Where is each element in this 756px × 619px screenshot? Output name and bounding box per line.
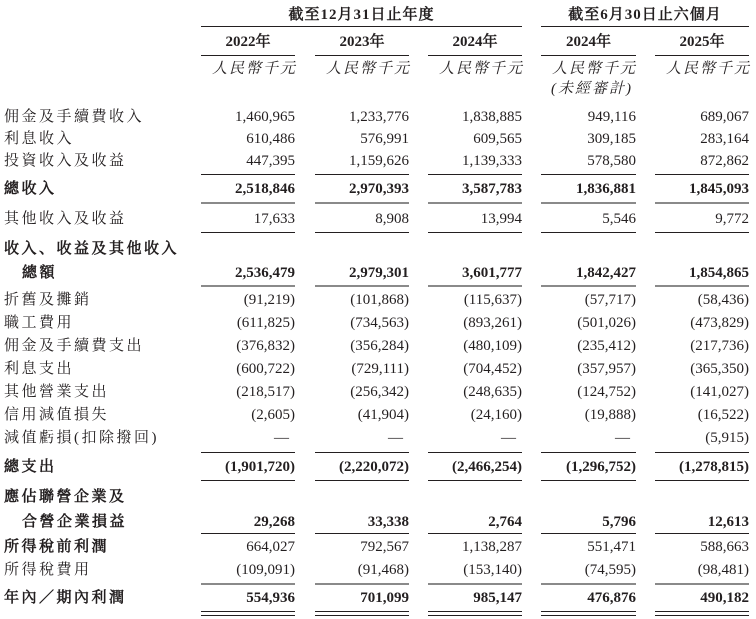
row-label: 其他營業支出 — [4, 384, 110, 400]
column-unit: 人民幣千元 — [211, 61, 297, 77]
cell-value: 3,601,777 — [462, 265, 522, 281]
cell-value: (248,635) — [463, 384, 522, 400]
divider — [655, 452, 749, 453]
row-label-continued: 總額 — [22, 265, 58, 281]
divider — [541, 533, 636, 534]
column-unit: 人民幣千元 — [665, 61, 751, 77]
divider — [315, 583, 409, 585]
cell-value: 309,185 — [587, 131, 636, 147]
column-header-underline — [428, 55, 522, 56]
cell-value: (256,342) — [350, 384, 409, 400]
cell-value: (729,111) — [351, 361, 409, 377]
cell-value: (480,109) — [463, 338, 522, 354]
cell-value: (115,637) — [463, 292, 522, 308]
cell-value: 33,338 — [367, 514, 409, 530]
divider — [541, 452, 636, 453]
cell-value: 5,546 — [602, 211, 636, 227]
column-unit: 人民幣千元 — [438, 61, 524, 77]
divider — [541, 285, 636, 287]
cell-value: (217,736) — [690, 338, 749, 354]
group-header-underline — [201, 26, 522, 27]
cell-value: (2,605) — [251, 407, 295, 423]
cell-value: 2,764 — [488, 514, 522, 530]
cell-value: 2,979,301 — [349, 265, 409, 281]
cell-value: (16,522) — [697, 407, 749, 423]
table-row-total-income-label-line1 — [0, 238, 756, 260]
cell-value: — — [501, 430, 516, 446]
divider — [541, 583, 636, 585]
cell-value: (1,278,815) — [679, 459, 749, 475]
cell-value: (893,261) — [463, 315, 522, 331]
row-label: 減值虧損(扣除撥回) — [4, 430, 159, 446]
group-header-six-months: 截至6月30日止六個月 — [568, 7, 722, 23]
cell-value: (218,517) — [236, 384, 295, 400]
divider — [541, 202, 636, 204]
column-header-year: 2024年 — [565, 34, 611, 50]
column-header-year: 2023年 — [339, 34, 385, 50]
divider — [655, 480, 749, 481]
divider — [201, 202, 295, 204]
cell-value: (473,829) — [690, 315, 749, 331]
cell-value: (2,220,072) — [339, 459, 409, 475]
divider — [428, 533, 522, 534]
cell-value: (98,481) — [697, 562, 749, 578]
row-label: 投資收入及收益 — [4, 153, 127, 169]
cell-value: 576,991 — [360, 131, 409, 147]
cell-value: 12,613 — [707, 514, 749, 530]
cell-value: (600,722) — [236, 361, 295, 377]
divider — [541, 174, 636, 175]
cell-value: (153,140) — [463, 562, 522, 578]
column-unit: 人民幣千元 — [551, 61, 637, 77]
column-header-underline — [655, 55, 749, 56]
double-underline — [201, 611, 295, 616]
table-row-other-income — [0, 208, 756, 230]
cell-value: 5,796 — [602, 514, 636, 530]
cell-value: 1,139,333 — [462, 153, 522, 169]
cell-value: 476,876 — [587, 590, 636, 606]
divider — [655, 583, 749, 585]
cell-value: (365,350) — [690, 361, 749, 377]
group-header-year-ended: 截至12月31日止年度 — [288, 7, 435, 23]
row-label: 其他收入及收益 — [4, 211, 127, 227]
divider — [655, 533, 749, 534]
cell-value: 664,027 — [246, 539, 295, 555]
cell-value: (109,091) — [236, 562, 295, 578]
row-label: 佣金及手續費支出 — [4, 338, 145, 354]
table-row-share-of-associates — [0, 511, 756, 533]
divider — [428, 452, 522, 453]
table-row-depreciation — [0, 289, 756, 311]
cell-value: 1,836,881 — [576, 181, 636, 197]
cell-value: (501,026) — [577, 315, 636, 331]
cell-value: (235,412) — [577, 338, 636, 354]
divider — [428, 285, 522, 287]
divider — [201, 174, 295, 175]
cell-value: (611,825) — [236, 315, 295, 331]
cell-value: (357,957) — [577, 361, 636, 377]
divider — [428, 583, 522, 585]
row-label: 所得稅前利潤 — [4, 539, 110, 555]
divider — [655, 202, 749, 204]
divider — [201, 232, 295, 233]
cell-value: — — [615, 430, 630, 446]
column-header-year: 2024年 — [452, 34, 498, 50]
cell-value: (2,466,254) — [452, 459, 522, 475]
cell-value: 17,633 — [253, 211, 295, 227]
cell-value: 1,854,865 — [689, 265, 749, 281]
row-label: 應佔聯營企業及 — [4, 489, 127, 505]
cell-value: 551,471 — [587, 539, 636, 555]
cell-value: 578,580 — [587, 153, 636, 169]
row-label: 利息支出 — [4, 361, 75, 377]
cell-value: 1,838,885 — [462, 109, 522, 125]
divider — [201, 452, 295, 453]
divider — [541, 232, 636, 233]
table-row-interest-income — [0, 128, 756, 150]
row-label: 職工費用 — [4, 315, 75, 331]
cell-value: 701,099 — [360, 590, 409, 606]
cell-value: — — [274, 430, 289, 446]
cell-value: 13,994 — [480, 211, 522, 227]
divider — [201, 480, 295, 481]
cell-value: 1,159,626 — [349, 153, 409, 169]
cell-value: (41,904) — [357, 407, 409, 423]
divider — [315, 480, 409, 481]
cell-value: 2,970,393 — [349, 181, 409, 197]
cell-value: — — [388, 430, 403, 446]
table-row-commission-expense — [0, 335, 756, 357]
cell-value: 792,567 — [360, 539, 409, 555]
double-underline — [428, 611, 522, 616]
cell-value: 9,772 — [715, 211, 749, 227]
divider — [315, 174, 409, 175]
cell-value: 554,936 — [246, 590, 295, 606]
cell-value: (24,160) — [470, 407, 522, 423]
cell-value: 29,268 — [253, 514, 295, 530]
table-row-total-income — [0, 262, 756, 284]
double-underline — [541, 611, 636, 616]
cell-value: 1,845,093 — [689, 181, 749, 197]
column-header-year: 2025年 — [679, 34, 725, 50]
cell-value: 1,460,965 — [235, 109, 295, 125]
divider — [315, 533, 409, 534]
cell-value: 609,565 — [473, 131, 522, 147]
table-row-investment-income — [0, 150, 756, 172]
cell-value: 283,164 — [700, 131, 749, 147]
double-underline — [655, 611, 749, 616]
divider — [655, 232, 749, 233]
cell-value: 985,147 — [473, 590, 522, 606]
divider — [201, 285, 295, 287]
divider — [315, 232, 409, 233]
column-unaudited-note: (未經審計) — [551, 81, 633, 97]
cell-value: 447,395 — [246, 153, 295, 169]
row-label: 佣金及手續費收入 — [4, 109, 145, 125]
cell-value: 949,116 — [587, 109, 636, 125]
cell-value: (57,717) — [584, 292, 636, 308]
divider — [428, 174, 522, 175]
row-label: 收入、收益及其他收入 — [4, 241, 180, 257]
table-row-interest-expense — [0, 358, 756, 380]
table-row-profit-before-tax — [0, 536, 756, 558]
divider — [315, 452, 409, 453]
cell-value: 8,908 — [375, 211, 409, 227]
group-header-underline — [541, 26, 749, 27]
table-row-credit-impairment — [0, 404, 756, 426]
divider — [428, 232, 522, 233]
cell-value: 3,587,783 — [462, 181, 522, 197]
row-label: 利息收入 — [4, 131, 75, 147]
cell-value: 588,663 — [700, 539, 749, 555]
column-header-underline — [201, 55, 295, 56]
row-label: 信用減值損失 — [4, 407, 110, 423]
cell-value: 490,182 — [700, 590, 749, 606]
divider — [428, 480, 522, 481]
table-row-income-tax — [0, 559, 756, 581]
cell-value: 1,138,287 — [462, 539, 522, 555]
divider — [541, 480, 636, 481]
column-header-underline — [315, 55, 409, 56]
cell-value: (101,868) — [350, 292, 409, 308]
cell-value: (91,468) — [357, 562, 409, 578]
cell-value: 872,862 — [700, 153, 749, 169]
column-unit: 人民幣千元 — [325, 61, 411, 77]
table-row-staff-costs — [0, 312, 756, 334]
divider — [201, 533, 295, 534]
divider — [428, 202, 522, 204]
double-underline — [315, 611, 409, 616]
row-label: 總支出 — [4, 459, 57, 475]
row-label: 折舊及攤銷 — [4, 292, 92, 308]
column-header-year: 2022年 — [225, 34, 271, 50]
divider — [315, 202, 409, 204]
table-row-impairment-loss — [0, 427, 756, 449]
cell-value: (356,284) — [350, 338, 409, 354]
table-row-share-of-associates-label-line1 — [0, 486, 756, 508]
divider — [655, 285, 749, 287]
cell-value: 1,842,427 — [576, 265, 636, 281]
table-row-other-operating-expense — [0, 381, 756, 403]
row-label: 所得稅費用 — [4, 562, 92, 578]
table-row-profit-for-period — [0, 587, 756, 609]
cell-value: 1,233,776 — [349, 109, 409, 125]
cell-value: 2,536,479 — [235, 265, 295, 281]
divider — [201, 583, 295, 585]
cell-value: (1,901,720) — [225, 459, 295, 475]
cell-value: (91,219) — [243, 292, 295, 308]
cell-value: (704,452) — [463, 361, 522, 377]
cell-value: (58,436) — [697, 292, 749, 308]
row-label-continued: 合營企業損益 — [22, 514, 128, 530]
cell-value: (124,752) — [577, 384, 636, 400]
table-row-total-revenue — [0, 178, 756, 200]
column-header-underline — [541, 55, 636, 56]
row-label: 年內／期內利潤 — [4, 590, 127, 606]
row-label: 總收入 — [4, 181, 57, 197]
cell-value: 610,486 — [246, 131, 295, 147]
table-row-total-expenses — [0, 456, 756, 478]
cell-value: (74,595) — [584, 562, 636, 578]
table-row-commission-income — [0, 106, 756, 128]
cell-value: (376,832) — [236, 338, 295, 354]
divider — [315, 285, 409, 287]
cell-value: 2,518,846 — [235, 181, 295, 197]
cell-value: (19,888) — [584, 407, 636, 423]
divider — [655, 174, 749, 175]
cell-value: 689,067 — [700, 109, 749, 125]
cell-value: (141,027) — [690, 384, 749, 400]
cell-value: (734,563) — [350, 315, 409, 331]
cell-value: (5,915) — [705, 430, 749, 446]
cell-value: (1,296,752) — [566, 459, 636, 475]
